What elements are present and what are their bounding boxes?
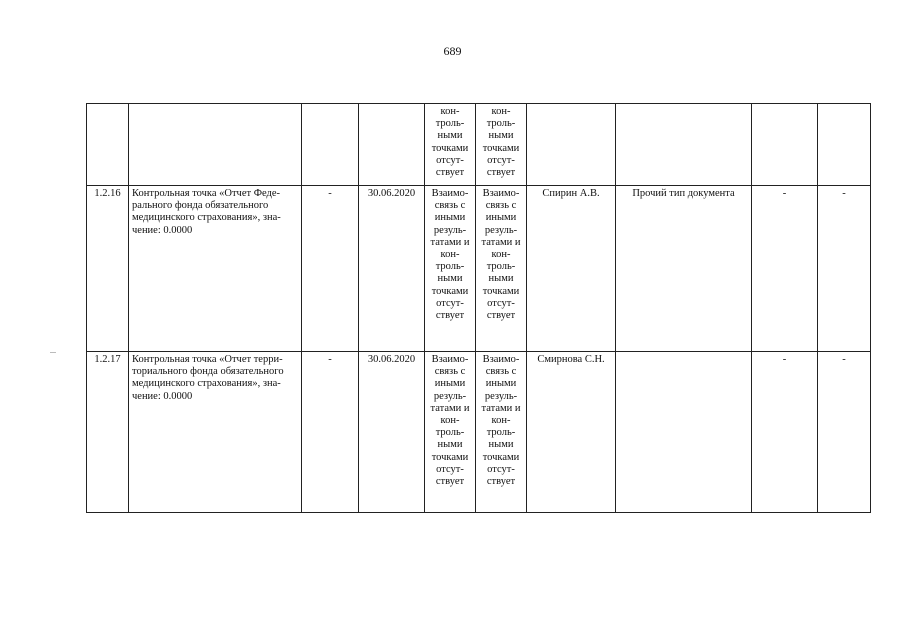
cell-text-line: связь с [485,366,517,378]
responsible-cell [527,186,616,352]
cell-text-line: кон- [491,249,511,261]
responsible-cell [527,352,616,513]
date-cell [359,352,425,513]
cell-text-line: отсут- [487,154,515,166]
cell-text-line: ными [437,439,463,451]
control-points-table [86,103,871,513]
cell-text-line: ствует [435,310,465,322]
cell-text-line: троль- [486,427,516,439]
interconnect-b-cell [476,186,527,352]
col3-cell [302,352,359,513]
interconnect-a-cell [425,104,476,186]
cell-text: 1.2.17 [94,354,121,365]
row-number-cell [87,186,129,352]
col9-cell [752,352,818,513]
cell-text-line: ствует [486,310,516,322]
cell-text-line: ными [488,130,514,142]
cell-text-line: связь с [485,200,517,212]
row-number-cell [87,104,129,186]
col9-cell [752,104,818,186]
col10-cell [818,104,871,186]
cell-text-line: резуль- [484,224,518,236]
cell-text: - [842,354,846,365]
cell-text-line: ствует [486,167,516,179]
date-cell [359,186,425,352]
cell-text-line: кон- [440,415,460,427]
col3-cell [302,186,359,352]
description-cell [129,104,302,186]
cell-text-line: кон- [491,106,511,117]
date-cell [359,104,425,186]
cell-text-line: отсут- [436,297,464,309]
cell-text-line: точками [482,451,520,463]
cell-text-line: Взаимо- [482,188,520,199]
interconnect-a-cell [425,352,476,513]
cell-text: - [328,354,332,365]
cell-text-line: отсут- [436,463,464,475]
col10-cell [818,352,871,513]
cell-text-line: точками [431,142,469,154]
cell-text-line: кон- [440,249,460,261]
cell-text-line: отсут- [487,297,515,309]
table-row [87,352,871,513]
cell-text: Спирин А.В. [542,188,600,199]
cell-text-line: медицинского страхования», зна- [132,212,281,224]
cell-text-line: ными [488,439,514,451]
cell-text-line: ствует [435,476,465,488]
cell-text: - [782,354,787,365]
col3-cell [302,104,359,186]
cell-text-line: отсут- [436,154,464,166]
cell-text-line: точками [431,285,469,297]
cell-text-line: иными [485,378,517,390]
interconnect-b-cell [476,104,527,186]
cell-text-line: иными [434,378,466,390]
description-cell [129,186,302,352]
cell-text-line: рального фонда обязательного [132,200,269,212]
cell-text-line: Контрольная точка «Отчет терри- [132,354,283,365]
cell-text-line: кон- [491,415,511,427]
col10-cell [818,186,871,352]
cell-text-line: ствует [486,476,516,488]
cell-text-line: связь с [434,366,466,378]
cell-text-line: троль- [486,261,516,273]
cell-text-line: чение: 0.0000 [132,224,193,236]
table-body [87,104,871,513]
cell-text-line: Взаимо- [482,354,520,365]
cell-text-line: Взаимо- [431,188,469,199]
cell-text: - [328,188,332,199]
cell-text-line: Взаимо- [431,354,469,365]
cell-text-line: троль- [486,118,516,130]
cell-text-line: связь с [434,200,466,212]
cell-text-line: троль- [435,427,465,439]
cell-text-line: чение: 0.0000 [132,390,193,402]
cell-text-line: точками [482,285,520,297]
cell-text: - [782,188,787,199]
table-row [87,186,871,352]
cell-text: 30.06.2020 [367,188,416,199]
cell-text-line: иными [434,212,466,224]
cell-text-line: татами и [430,236,470,248]
cell-text-line: Контрольная точка «Отчет Феде- [132,188,281,199]
cell-text-line: татами и [481,402,521,414]
cell-text-line: троль- [435,118,465,130]
cell-text: 30.06.2020 [367,354,416,365]
cell-text: 1.2.16 [94,188,121,199]
cell-text-line: точками [431,451,469,463]
responsible-cell [527,104,616,186]
interconnect-b-cell [476,352,527,513]
cell-text-line: ториального фонда обязательного [132,366,284,378]
cell-text-line: ными [488,273,514,285]
cell-text: - [842,188,846,199]
cell-text-line: ными [437,273,463,285]
margin-mark [50,352,56,353]
doc-type-cell [616,352,752,513]
table-row [87,104,871,186]
cell-text-line: татами и [481,236,521,248]
cell-text-line: отсут- [487,463,515,475]
cell-text: Прочий тип документа [632,188,735,199]
cell-text-line: ствует [435,167,465,179]
cell-text: Смирнова С.Н. [537,354,605,365]
cell-text-line: татами и [430,402,470,414]
cell-text-line: кон- [440,106,460,117]
doc-type-cell [616,186,752,352]
cell-text-line: резуль- [433,224,467,236]
col9-cell [752,186,818,352]
page-number: 689 [443,44,462,58]
interconnect-a-cell [425,186,476,352]
cell-text-line: медицинского страхования», зна- [132,378,281,390]
cell-text-line: резуль- [484,390,518,402]
cell-text-line: резуль- [433,390,467,402]
cell-text-line: точками [482,142,520,154]
doc-type-cell [616,104,752,186]
row-number-cell [87,352,129,513]
description-cell [129,352,302,513]
cell-text-line: иными [485,212,517,224]
cell-text-line: троль- [435,261,465,273]
cell-text-line: ными [437,130,463,142]
